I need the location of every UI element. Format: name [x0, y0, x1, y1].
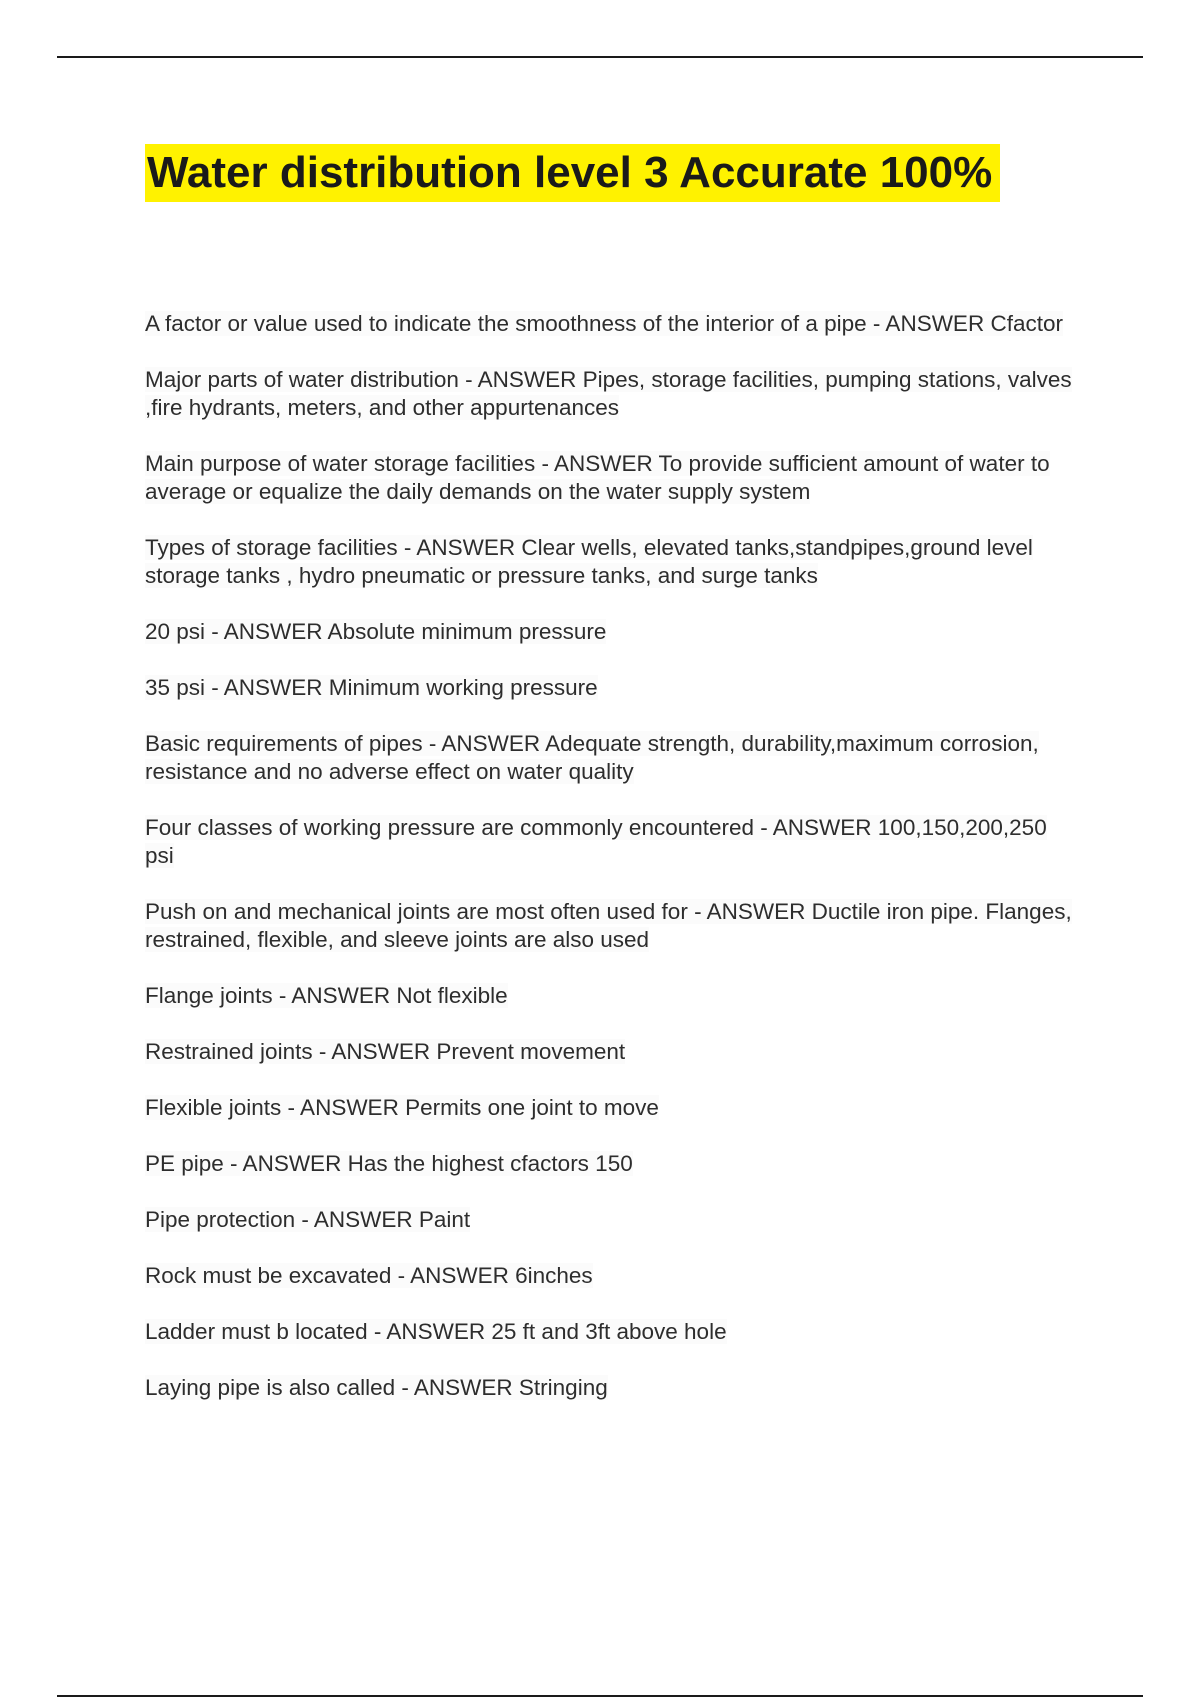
- qa-text: Basic requirements of pipes - ANSWER Adequate strength, durability,maximum corrosion, resistance and no adverse effect on water quality: [145, 731, 1039, 784]
- qa-text: Main purpose of water storage facilities - ANSWER To provide sufficient amount of water to average or equalize the daily demands on the water supply system: [145, 451, 1050, 504]
- qa-item: [145, 366, 1075, 422]
- qa-text: Flange joints - ANSWER Not flexible: [145, 983, 508, 1008]
- qa-item: [145, 814, 1075, 870]
- qa-text: Major parts of water distribution - ANSWER Pipes, storage facilities, pumping stations, valves ,fire hydrants, meters, and other appurtenances: [145, 367, 1072, 420]
- qa-item: [145, 1206, 1075, 1234]
- qa-text: Flexible joints - ANSWER Permits one joint to move: [145, 1095, 659, 1120]
- bottom-rule: [57, 1695, 1143, 1697]
- qa-item: [145, 1038, 1075, 1066]
- qa-item: [145, 618, 1075, 646]
- qa-text: Laying pipe is also called - ANSWER Stringing: [145, 1375, 608, 1400]
- qa-text: Types of storage facilities - ANSWER Clear wells, elevated tanks,standpipes,ground level storage tanks , hydro pneumatic or pressure tanks, and surge tanks: [145, 535, 1033, 588]
- qa-item: [145, 1094, 1075, 1122]
- qa-text: Four classes of working pressure are commonly encountered - ANSWER 100,150,200,250 psi: [145, 815, 1047, 868]
- qa-list: [145, 310, 1075, 1430]
- qa-text: Pipe protection - ANSWER Paint: [145, 1207, 471, 1232]
- qa-text: Ladder must b located - ANSWER 25 ft and 3ft above hole: [145, 1319, 727, 1344]
- top-rule: [57, 56, 1143, 58]
- qa-item: [145, 898, 1075, 954]
- qa-text: Rock must be excavated - ANSWER 6inches: [145, 1263, 593, 1288]
- qa-item: [145, 674, 1075, 702]
- title-block: [145, 144, 1095, 202]
- qa-item: [145, 1262, 1075, 1290]
- qa-item: [145, 1318, 1075, 1346]
- qa-item: [145, 982, 1075, 1010]
- qa-item: [145, 450, 1075, 506]
- page-title: Water distribution level 3 Accurate 100%: [145, 144, 1000, 202]
- qa-item: [145, 310, 1075, 338]
- qa-text: 20 psi - ANSWER Absolute minimum pressure: [145, 619, 607, 644]
- qa-item: [145, 534, 1075, 590]
- qa-text: 35 psi - ANSWER Minimum working pressure: [145, 675, 598, 700]
- qa-item: [145, 1150, 1075, 1178]
- qa-item: [145, 1374, 1075, 1402]
- qa-text: PE pipe - ANSWER Has the highest cfactors 150: [145, 1151, 633, 1176]
- qa-item: [145, 730, 1075, 786]
- qa-text: Restrained joints - ANSWER Prevent movement: [145, 1039, 626, 1064]
- qa-text: A factor or value used to indicate the smoothness of the interior of a pipe - ANSWER Cfactor: [145, 311, 1063, 336]
- qa-text: Push on and mechanical joints are most often used for - ANSWER Ductile iron pipe. Flanges, restrained, flexible, and sleeve joints are also used: [145, 899, 1072, 952]
